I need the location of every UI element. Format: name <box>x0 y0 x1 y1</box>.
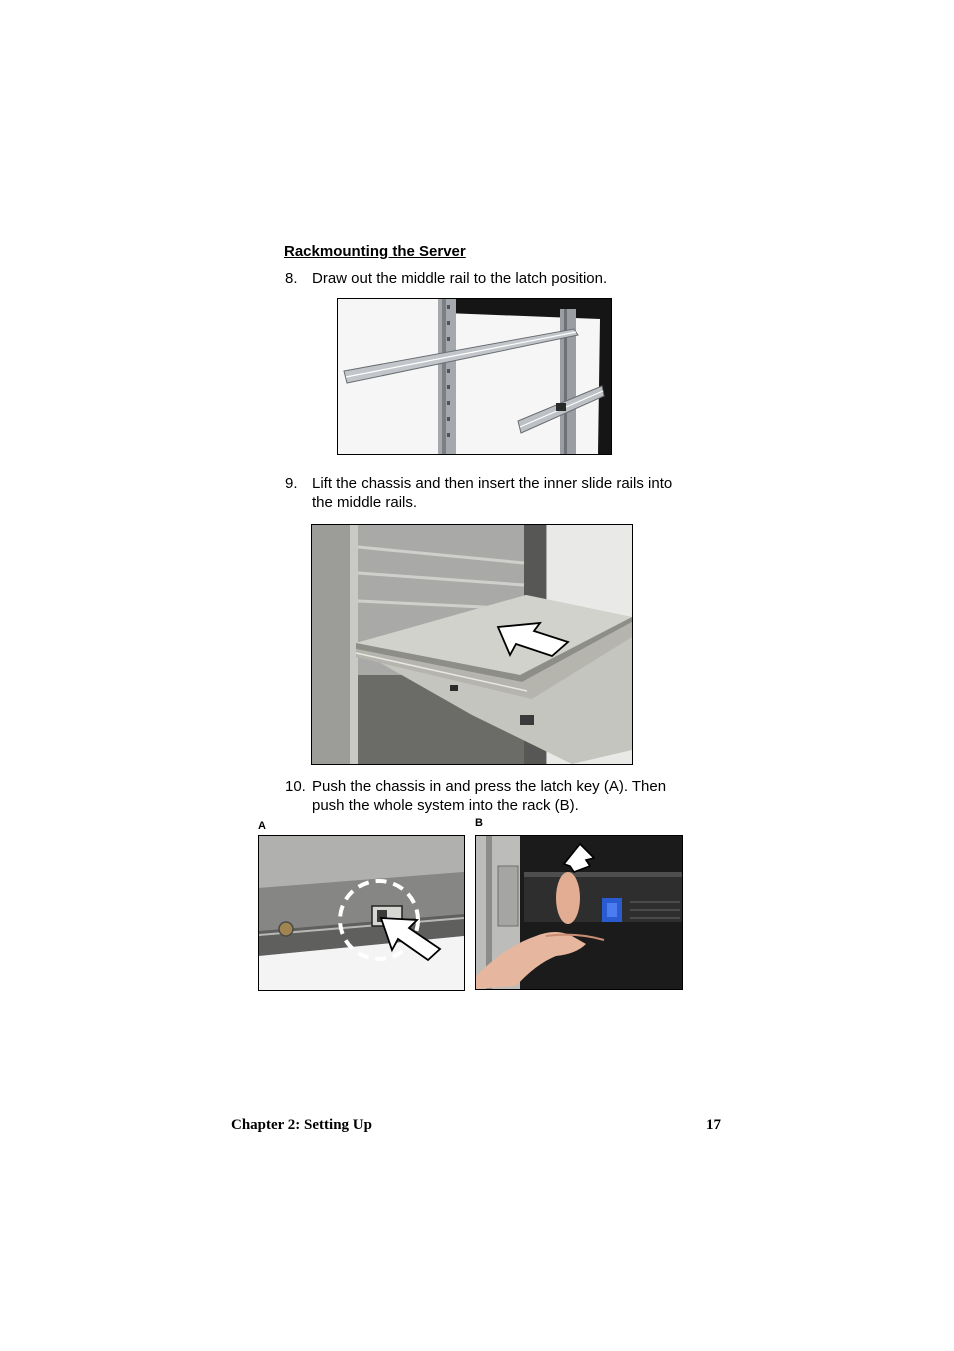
step-text-line: Draw out the middle rail to the latch position. <box>312 270 608 287</box>
step-number: 9. <box>285 475 298 492</box>
rail-extension-image <box>337 298 612 455</box>
step-number: 10. <box>285 778 306 795</box>
chassis-insertion-image <box>311 524 633 765</box>
step-text-line: push the whole system into the rack (B). <box>312 797 579 814</box>
figure-label-b: B <box>475 817 483 829</box>
push-into-rack-image <box>475 835 683 990</box>
step-9 <box>284 474 724 514</box>
step-text-line: Lift the chassis and then insert the inner slide rails into <box>312 475 673 492</box>
step-text-line: Push the chassis in and press the latch key (A). Then <box>312 778 667 795</box>
figure-label-a: A <box>258 820 266 832</box>
footer-chapter: Chapter 2: Setting Up <box>231 1117 372 1133</box>
step-8 <box>284 269 724 289</box>
step-number: 8. <box>285 270 298 287</box>
latch-key-image <box>258 835 465 991</box>
step-text-line: the middle rails. <box>312 494 418 511</box>
section-heading: Rackmounting the Server <box>284 243 466 260</box>
page-number: 17 <box>706 1117 721 1133</box>
step-10 <box>284 777 724 817</box>
